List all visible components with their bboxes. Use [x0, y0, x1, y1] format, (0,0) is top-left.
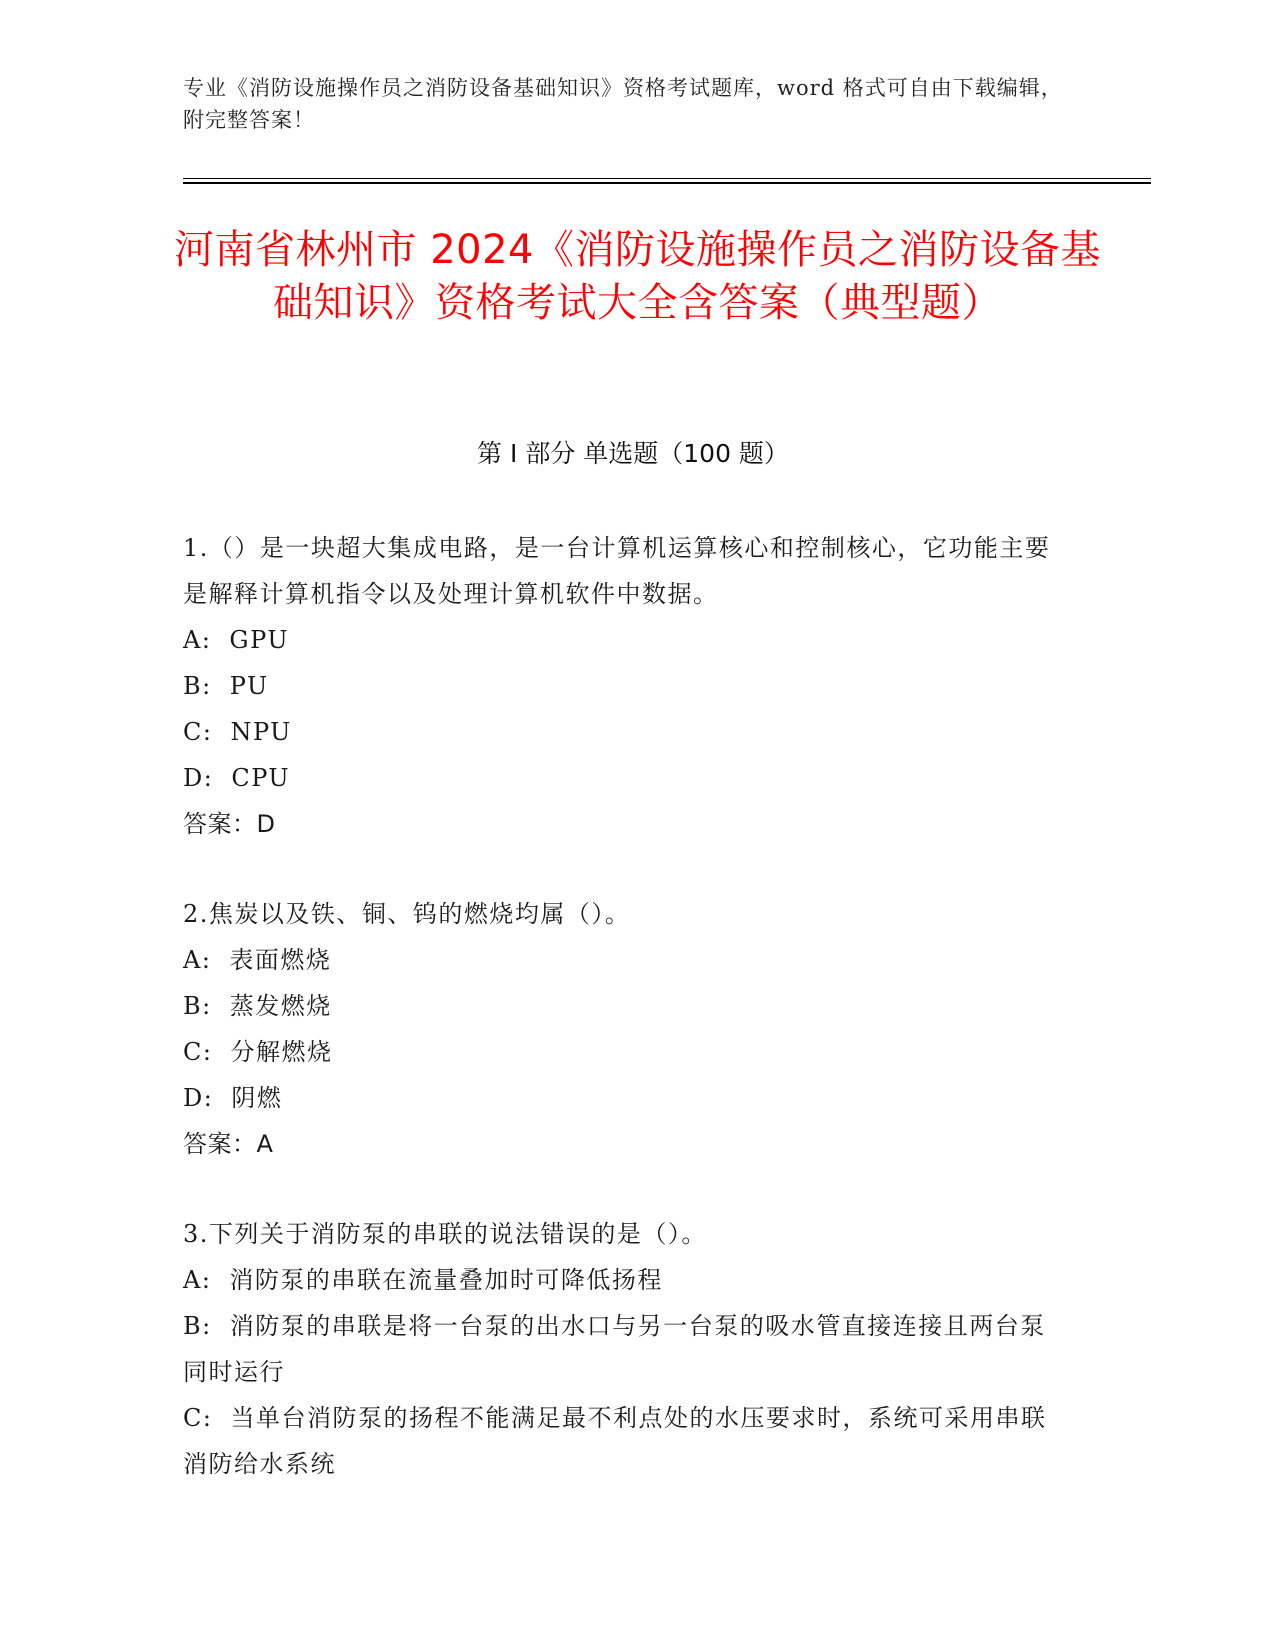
option-text: 表面燃烧 — [229, 946, 332, 974]
option-letter: B: — [183, 1312, 212, 1340]
option-b — [183, 1303, 1063, 1395]
option-text: 消防泵的串联在流量叠加时可降低扬程 — [229, 1266, 663, 1294]
question-text: 3.下列关于消防泵的串联的说法错误的是（）。 — [183, 1220, 707, 1248]
option-text: 蒸发燃烧 — [229, 992, 332, 1020]
option-c — [183, 709, 1063, 755]
question-1 — [183, 525, 1063, 847]
option-letter: D: — [183, 1084, 214, 1112]
option-letter: C: — [183, 1038, 213, 1066]
option-b — [183, 983, 1063, 1029]
option-a — [183, 617, 1063, 663]
question-text: 1.（）是一块超大集成电路，是一台计算机运算核心和控制核心，它功能主要是解释计算机指令以及处理计算机软件中数据。 — [183, 534, 1051, 608]
question-text: 2.焦炭以及铁、铜、钨的燃烧均属（）。 — [183, 900, 631, 928]
question-3 — [183, 1211, 1063, 1487]
option-text: 消防泵的串联是将一台泵的出水口与另一台泵的吸水管直接连接且两台泵同时运行 — [183, 1312, 1046, 1386]
option-text: PU — [229, 672, 269, 700]
question-list — [183, 525, 1063, 1531]
header-note: 专业《消防设施操作员之消防设备基础知识》资格考试题库，word 格式可自由下载编辑，附完整答案！ — [183, 76, 1063, 132]
option-b — [183, 663, 1063, 709]
document-title: 河南省林州市 2024《消防设施操作员之消防设备基础知识》资格考试大全含答案（典型题） — [173, 227, 1101, 326]
option-a — [183, 937, 1063, 983]
answer: 答案：D — [183, 810, 276, 838]
option-letter: B: — [183, 672, 212, 700]
option-letter: C: — [183, 718, 213, 746]
option-d — [183, 755, 1063, 801]
option-c — [183, 1029, 1063, 1075]
option-a — [183, 1257, 1063, 1303]
section-title: 第 I 部分 单选题（100 题） — [477, 439, 789, 468]
option-letter: A: — [183, 626, 212, 654]
option-text: 阴燃 — [231, 1084, 283, 1112]
option-text: 当单台消防泵的扬程不能满足最不利点处的水压要求时，系统可采用串联消防给水系统 — [183, 1404, 1047, 1478]
option-letter: A: — [183, 1266, 212, 1294]
option-text: NPU — [230, 718, 292, 746]
option-letter: C: — [183, 1404, 213, 1432]
option-d — [183, 1075, 1063, 1121]
header-rule-thick — [183, 182, 1151, 184]
question-2 — [183, 891, 1063, 1167]
option-text: 分解燃烧 — [230, 1038, 333, 1066]
option-letter: D: — [183, 764, 214, 792]
header-rule-thin — [183, 178, 1151, 179]
option-text: GPU — [229, 626, 290, 654]
option-text: CPU — [231, 764, 291, 792]
answer: 答案：A — [183, 1130, 274, 1158]
option-letter: A: — [183, 946, 212, 974]
option-c — [183, 1395, 1063, 1487]
option-letter: B: — [183, 992, 212, 1020]
